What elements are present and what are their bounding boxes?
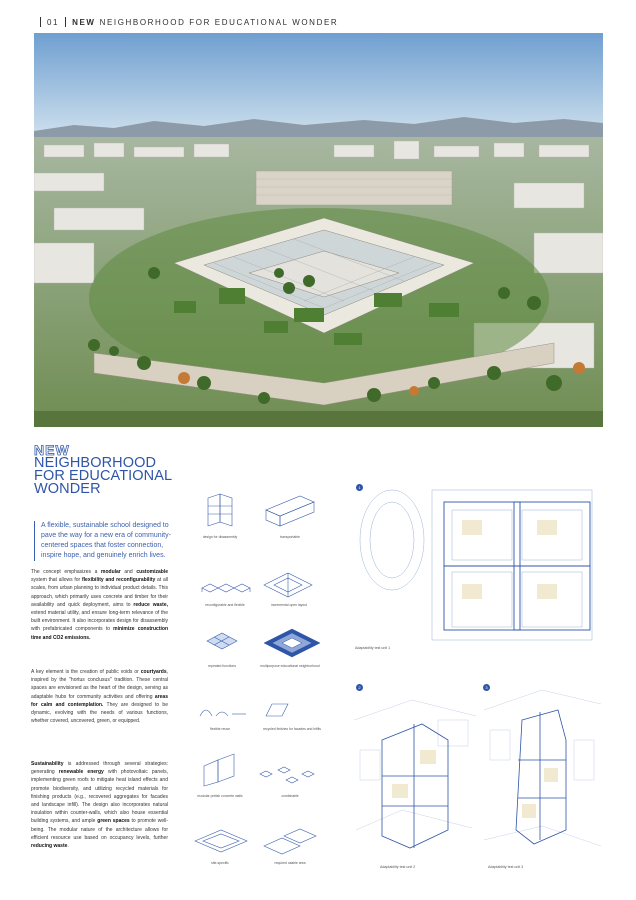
lead-statement: A flexible, sustainable school designed to pave the way for a new era of community-centered spaces that foster connection, inspire hope, and genuinely enrich lives. <box>34 521 174 561</box>
reconfigurable-diagram <box>200 574 252 602</box>
disassembly-diagram <box>200 490 240 530</box>
plan-2-marker: 2 <box>356 684 363 691</box>
open-layout-diagram <box>262 568 314 602</box>
prefab-walls-diagram <box>200 752 240 788</box>
paragraph-sustainability: Sustainability is addressed through several strategies: generating renewable energy with photovoltaic panels, implementing green roofs to mitigate heat island effects and promote biodiversity, and utilizing recycled materials for finishing products (e.g., recovered aggregates for facades and landscape infill). The design also incorporates natural insulation within counter-walls, which also house essential building systems, and ample green spaces to promote well-being. The modular nature of the architecture allows for efficient resource use based on occupancy levels, further reducing waste. <box>31 761 169 850</box>
header-new: NEW <box>72 17 96 27</box>
combinable-diagram <box>258 762 322 788</box>
multipurpose-diagram <box>262 625 322 661</box>
header-title: NEIGHBORHOOD FOR EDUCATIONAL WONDER <box>99 17 339 27</box>
title-new-word: NEW <box>34 442 70 458</box>
header-divider <box>65 17 66 27</box>
title-line-2: FOR EDUCATIONAL <box>34 468 173 484</box>
caption-combinable: combinable <box>281 794 299 798</box>
caption-plan-3: Adaptability test unit 3 <box>488 865 524 869</box>
site-plan-1 <box>352 480 603 650</box>
caption-repeated: repeated functions <box>208 664 236 668</box>
plan-3-marker: 3 <box>483 684 490 691</box>
caption-site-specific: site-specific <box>211 861 229 865</box>
caption-usable-area: required usable area <box>274 861 306 865</box>
caption-plan-1: Adaptability test unit 1 <box>355 646 391 650</box>
caption-transportable: transportable <box>280 535 300 539</box>
paragraph-courtyards: A key element is the creation of public voids or courtyards, inspired by the "hortus conclusus" tradition. These central spaces are envisioned as the heart of the design, serving as adaptable hubs for community activities and offering areas for calm and contemplation. They are designed to be dynamic, evolving with the needs of various functions, whether covered, uncovered, green, or equipped. <box>31 669 168 725</box>
caption-disassembly: design for disassembly <box>202 535 238 539</box>
aerial-view-image <box>34 33 603 427</box>
caption-recycled-finishes: recycled finishes for facades and infills <box>263 727 321 731</box>
caption-prefab-walls: modular prefab concrete walls <box>197 794 243 798</box>
page-header <box>34 14 338 30</box>
transportable-diagram <box>262 492 318 528</box>
caption-plan-2: Adaptability test unit 2 <box>380 865 416 869</box>
recycled-finishes-diagram <box>264 700 290 720</box>
caption-flexible-reuse: flexible reuse <box>210 727 230 731</box>
caption-reconfigurable: reconfigurable and flexible <box>205 603 245 607</box>
plan-1-marker: 1 <box>356 484 363 491</box>
caption-open-layout: incremental open layout <box>270 603 307 607</box>
header-divider <box>40 17 41 27</box>
repeated-functions-diagram <box>205 630 239 652</box>
site-plan-3 <box>482 680 603 860</box>
paragraph-modularity: The concept emphasizes a modular and customizable system that allows for flexibility and reconfigurability at all scales, from urban planning to individual product details. This approach, which primarily uses concrete and timber for their availability and quick deployment, aims to reduce waste, extend material utility, and ensure long-term relevance of the built environment. It also incorporates design for disassembly with prefabricated components to minimize construction time and CO2 emissions. <box>31 569 168 641</box>
site-specific-diagram <box>193 826 249 856</box>
title-line-3: WONDER <box>34 481 101 497</box>
title-line-1: NEIGHBORHOOD <box>34 455 157 471</box>
flexible-reuse-diagram <box>198 700 250 720</box>
usable-area-diagram <box>262 826 322 856</box>
title-block <box>34 443 184 496</box>
hero-rendering <box>34 33 603 427</box>
page-number: 01 <box>47 17 60 27</box>
site-plan-2 <box>352 680 478 860</box>
caption-multipurpose: multipurpose educational neighborhood <box>260 664 320 668</box>
